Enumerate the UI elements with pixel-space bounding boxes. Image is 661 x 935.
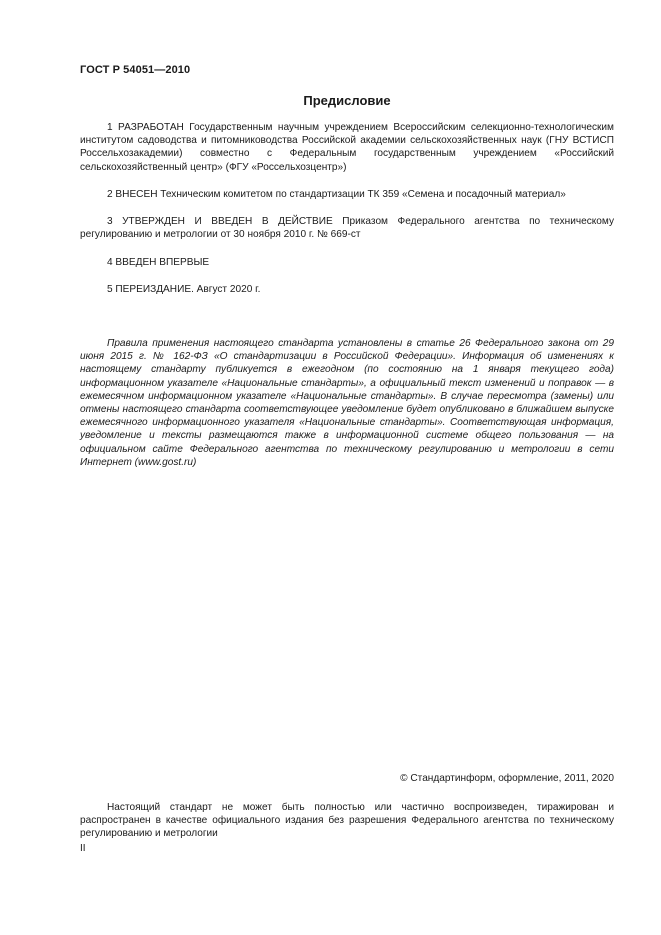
paragraph-reissue: 5 ПЕРЕИЗДАНИЕ. Август 2020 г. — [107, 284, 261, 295]
paragraph-submitted-by: 2 ВНЕСЕН Техническим комитетом по стандартизации ТК 359 «Семена и посадочный материал» — [107, 189, 566, 200]
application-rules-notice: Правила применения настоящего стандарта установлены в статье 26 Федерального закона от 29 июня 2015 г. № 162-ФЗ «О стандартизации в Российской Федерации». Информация об изменениях к настоящему стандарту публикуется в ежегодном (по состоянию на 1 января текущего года) информационном указателе «Национальные стандарты», а официальный текст изменений и поправок — в ежемесячном информационном указателе «Национальные стандарты». В случае пересмотра (замены) или отмены настоящего стандарта соответствующее уведомление будет опубликовано в ближайшем выпуске ежемесячного информационного указателя «Национальные стандарты». Соответствующая информация, уведомление и тексты размещаются также в информационной системе общего пользования — на официальном сайте Федерального агентства по техническому регулированию и метрологии в сети Интернет (www.gost.ru) — [80, 338, 614, 468]
page-number: II — [80, 843, 86, 854]
paragraph-introduced: 4 ВВЕДЕН ВПЕРВЫЕ — [107, 257, 210, 268]
section-title: Предисловие — [303, 93, 391, 108]
reproduction-notice: Настоящий стандарт не может быть полностью или частично воспроизведен, тиражирован и распространен в качестве официального издания без разрешения Федерального агентства по техническому регулированию и метрологии — [80, 802, 614, 840]
paragraph-approved: 3 УТВЕРЖДЕН И ВВЕДЕН В ДЕЙСТВИЕ Приказом Федерального агентства по техническому регулированию и метрологии от 30 ноября 2010 г. № 669-ст — [80, 216, 614, 241]
copyright-line: © Стандартинформ, оформление, 2011, 2020 — [400, 773, 614, 784]
paragraph-developed-by: 1 РАЗРАБОТАН Государственным научным учреждением Всероссийским селекционно-технологическим институтом садоводства и питомниководства Российской академии сельскохозяйственных наук (ГНУ ВСТИСП Россельхозакадемии) совместно с Федеральным государственным учреждением «Российский сельскохозяйственный центр» (ФГУ «Россельхозцентр») — [80, 122, 614, 173]
document-code: ГОСТ Р 54051—2010 — [80, 64, 191, 76]
